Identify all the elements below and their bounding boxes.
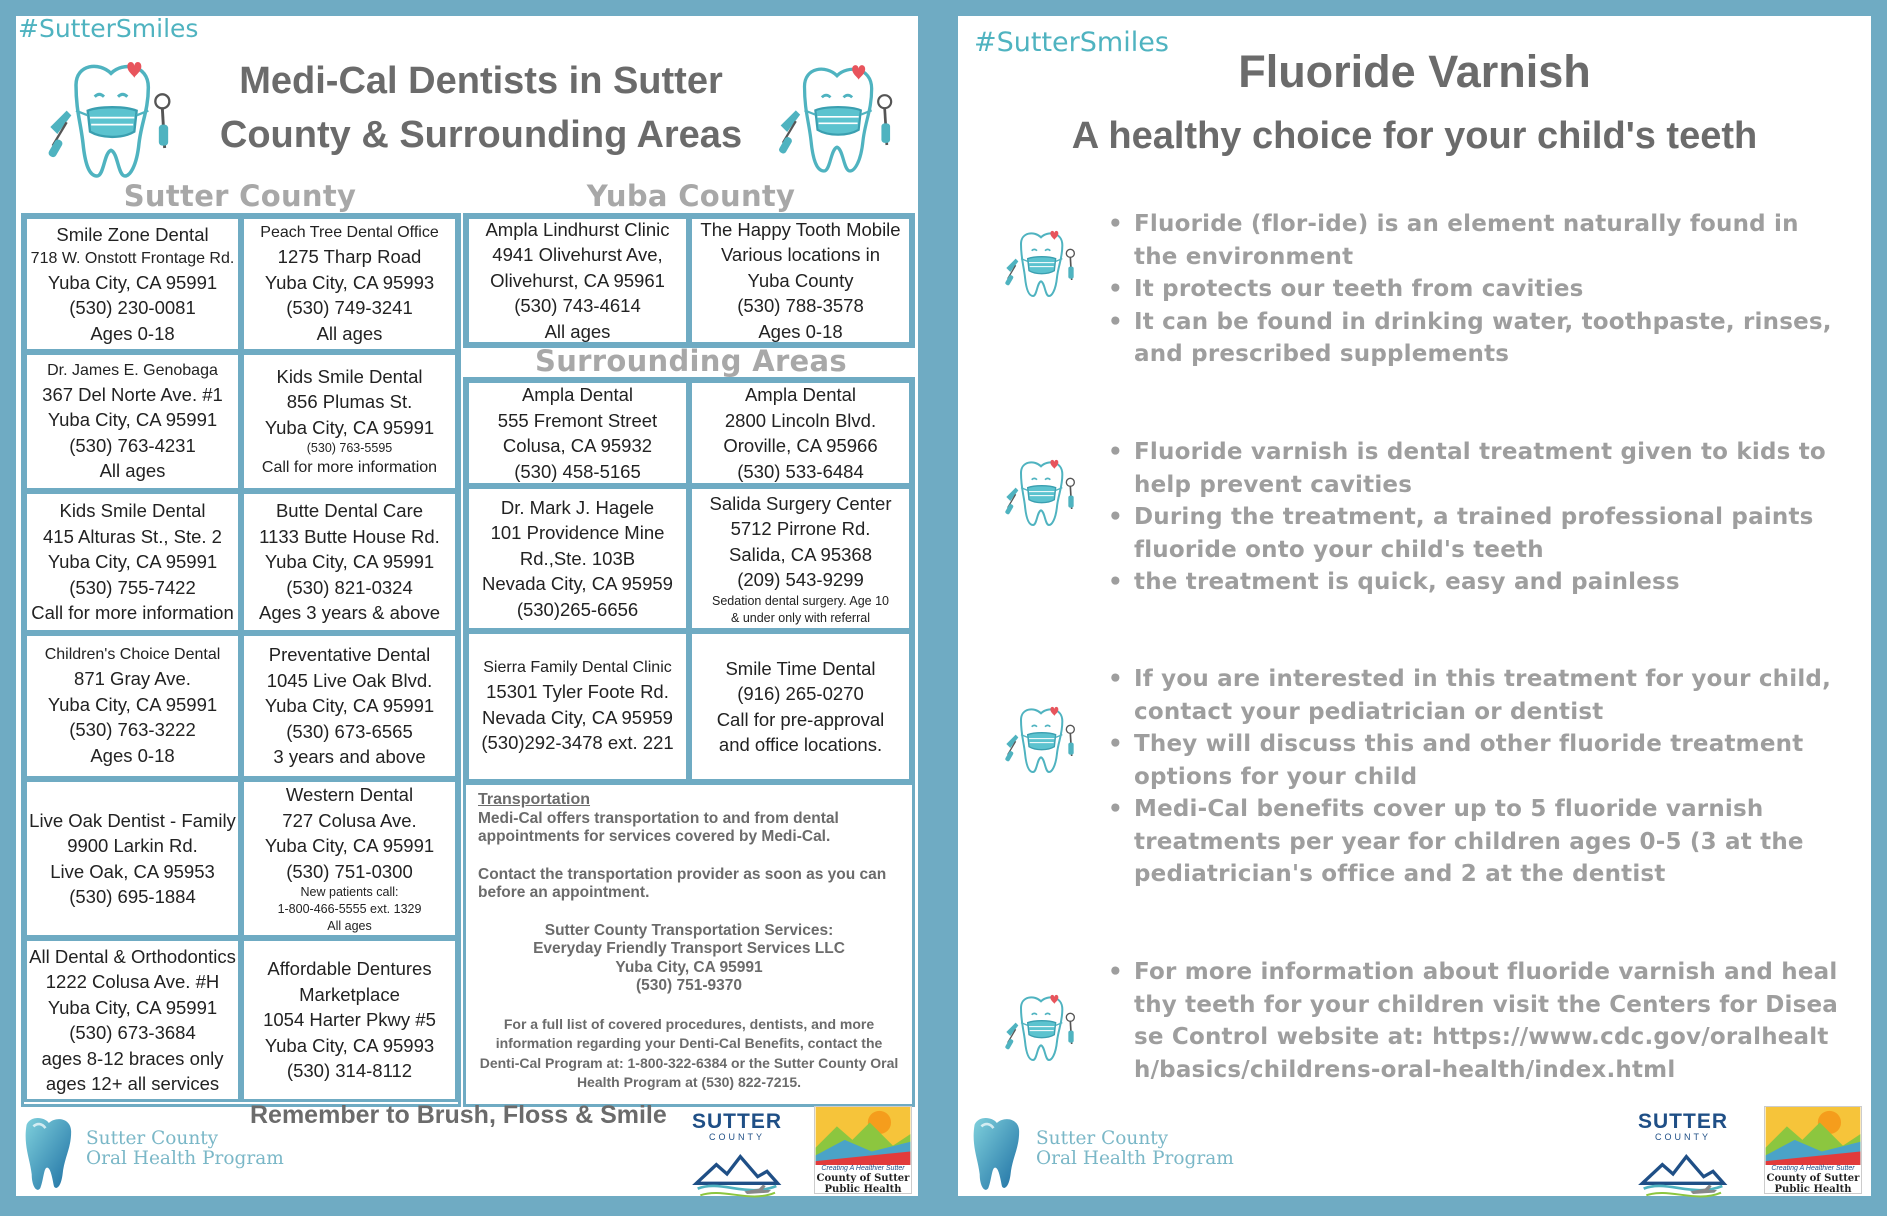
- program-name: Oral Health Program: [1036, 1148, 1234, 1169]
- dentist-detail: Call for pre-approval: [716, 708, 885, 730]
- public-health-logo: [1764, 1106, 1862, 1194]
- dentist-detail: (530) 821-0324: [286, 576, 413, 598]
- public-health-logo: [814, 1106, 912, 1194]
- dentist-detail: Rd.,Ste. 103B: [519, 547, 636, 569]
- bullet-item: • It protects our teeth from cavities: [1108, 273, 1848, 306]
- title-line: Medi-Cal Dentists in Sutter: [239, 60, 723, 102]
- program-name: Sutter County: [1036, 1128, 1169, 1149]
- dentist-detail: 4941 Olivehurst Ave,: [492, 244, 663, 266]
- dentist-detail: (916) 265-0270: [737, 683, 864, 704]
- dentist-detail: 718 W. Onstott Frontage Rd.: [30, 249, 235, 267]
- tooth-logo-icon: [966, 1112, 1026, 1194]
- dentist-detail: 1054 Harter Pkwy #5: [263, 1009, 436, 1031]
- yuba-county-table: [463, 213, 915, 348]
- dentist-list-page: [16, 16, 918, 1196]
- dentist-detail: Oroville, CA 95966: [723, 435, 878, 456]
- logo-text: COUNTY: [709, 1132, 765, 1142]
- dentist-name: Salida Surgery Center: [709, 492, 892, 514]
- dentist-detail: Yuba City, CA 95991: [47, 693, 218, 715]
- dentist-detail: All ages: [544, 320, 611, 342]
- sutter-county-logo: [1618, 1112, 1748, 1202]
- dentist-detail: (530)292-3478 ext. 221: [481, 732, 674, 754]
- dentist-entry: [24, 491, 241, 633]
- logo-text: County of Sutter: [816, 1173, 910, 1184]
- dentist-detail: 2800 Lincoln Blvd.: [724, 409, 877, 431]
- dentist-detail: Ages 0-18: [90, 322, 175, 344]
- dentist-name: Ampla Lindhurst Clinic: [485, 218, 670, 240]
- transportation-text: Contact the transportation provider as soon as you can before an appointment.: [478, 865, 887, 901]
- dentist-name: Children's Choice Dental: [44, 646, 221, 663]
- transport-service-city: Yuba City, CA 95991: [615, 958, 763, 976]
- dentist-detail: 871 Gray Ave.: [74, 668, 191, 689]
- dentist-detail: 415 Alturas St., Ste. 2: [43, 525, 222, 547]
- dentist-detail: Ages 3 years & above: [259, 602, 440, 624]
- dentist-detail: ages 8-12 braces only: [41, 1047, 224, 1069]
- dentist-detail: 367 Del Norte Ave. #1: [42, 383, 223, 405]
- bullet-item: • Fluoride varnish is dental treatment given to kids to help prevent cavities: [1108, 436, 1848, 501]
- dentist-detail: (530) 751-0300: [286, 860, 413, 882]
- dentist-name: Peach Tree Dental Office: [260, 224, 439, 241]
- logo-text: Public Health: [1774, 1184, 1852, 1195]
- logo-text: COUNTY: [1655, 1132, 1711, 1142]
- bullet-group: [1108, 436, 1848, 599]
- dentist-detail: Marketplace: [299, 983, 400, 1005]
- tooth-logo-icon: [18, 1112, 78, 1194]
- bullet-item: • They will discuss this and other fluoride treatment options for your child: [1108, 728, 1848, 793]
- dentist-detail: 5712 Pirrone Rd.: [730, 518, 871, 539]
- transportation-title: Transportation: [478, 791, 591, 808]
- dentist-entry: [466, 631, 689, 782]
- dentist-entry: [241, 779, 458, 938]
- dentist-detail: Yuba City, CA 95993: [264, 271, 435, 293]
- dentist-detail: (530) 673-3684: [69, 1022, 196, 1043]
- dentist-detail: (530) 763-3222: [69, 719, 196, 740]
- dentist-name: Kids Smile Dental: [59, 500, 206, 522]
- dentist-detail: Various locations in: [720, 244, 881, 266]
- dentist-detail: ages 12+ all services: [45, 1073, 220, 1094]
- dentist-detail: (530)265-6656: [516, 598, 639, 620]
- sutter-county-logo: [672, 1112, 802, 1202]
- tooth-mascot-icon: [996, 224, 1086, 304]
- transport-service-phone: (530) 751-9370: [636, 977, 742, 994]
- dentist-name: Dr. Mark J. Hagele: [500, 496, 655, 518]
- dentist-detail: Yuba City, CA 95993: [264, 1034, 435, 1056]
- dentist-detail: Call for more information: [31, 602, 234, 624]
- dentist-entry: [24, 938, 241, 1102]
- dentist-name: Affordable Dentures: [267, 958, 432, 980]
- dentist-detail: 15301 Tyler Foote Rd.: [486, 681, 669, 703]
- dentist-detail: New patients call:: [300, 885, 399, 899]
- dentist-detail: Live Oak, CA 95953: [50, 860, 215, 882]
- dentist-detail: Olivehurst, CA 95961: [490, 269, 665, 291]
- dentist-entry: [241, 938, 458, 1102]
- dentist-name: Butte Dental Care: [275, 500, 424, 522]
- dentist-detail: 9900 Larkin Rd.: [67, 835, 198, 856]
- logo-text: Creating A Healthier Sutter: [1771, 1165, 1855, 1172]
- hashtag: #SutterSmiles: [18, 14, 199, 43]
- page-subtitle: A healthy choice for your child's teeth: [1071, 115, 1758, 157]
- dentist-detail: Colusa, CA 95932: [502, 435, 653, 456]
- dentist-detail: & under only with referral: [731, 610, 870, 625]
- dentist-detail: (209) 543-9299: [737, 569, 864, 590]
- bullet-group: [1108, 956, 1848, 1086]
- dentist-entry: [466, 216, 689, 345]
- dentist-detail: (530) 673-6565: [286, 720, 413, 742]
- dentist-name: The Happy Tooth Mobile: [700, 218, 901, 240]
- dentist-detail: Nevada City, CA 95959: [482, 706, 673, 728]
- dentist-detail: All ages: [99, 460, 166, 481]
- dentist-entry: [689, 486, 912, 631]
- surrounding-areas-heading: Surrounding Areas: [535, 344, 847, 378]
- transport-service-title: Sutter County Transportation Services:: [544, 921, 834, 939]
- title-line: County & Surrounding Areas: [219, 114, 743, 156]
- dentist-entry: [241, 633, 458, 779]
- sun-logo-icon: [815, 1107, 911, 1165]
- hashtag: #SutterSmiles: [974, 27, 1169, 58]
- page-title: Fluoride Varnish: [1238, 46, 1591, 97]
- fluoride-varnish-page: [958, 16, 1871, 1196]
- dentist-detail: Salida, CA 95368: [729, 543, 872, 565]
- dentist-name: Smile Zone Dental: [56, 224, 209, 245]
- transportation-footnote: For a full list of covered procedures, dentists, and more information regarding your Denti-Cal Benefits, contact the Denti-Cal Program at: 1-800-322-6384 or the Sutter County Oral Health Program at (530) 822-7215.: [479, 1015, 899, 1090]
- dentist-detail: Yuba City, CA 95991: [47, 271, 218, 293]
- tooth-mascot-icon: [26, 50, 196, 190]
- logo-text: SUTTER: [692, 1110, 782, 1133]
- bullet-item: • It can be found in drinking water, toothpaste, rinses, and prescribed supplements: [1108, 306, 1848, 371]
- dentist-entry: [241, 216, 458, 352]
- tooth-mascot-icon: [996, 988, 1086, 1068]
- dentist-detail: Ages 0-18: [758, 320, 843, 342]
- bullet-item: • the treatment is quick, easy and painless: [1108, 566, 1848, 599]
- program-logo-text: [1036, 1129, 1234, 1169]
- dentist-entry: [24, 633, 241, 779]
- dentist-detail: (530) 743-4614: [514, 295, 641, 317]
- dentist-detail: (530) 788-3578: [737, 295, 864, 317]
- dentist-name: Sierra Family Dental Clinic: [483, 659, 672, 677]
- dentist-detail: Yuba City, CA 95991: [47, 996, 218, 1018]
- dentist-entry: [24, 216, 241, 352]
- dentist-detail: and office locations.: [718, 734, 883, 755]
- dentist-detail: 555 Fremont Street: [497, 409, 658, 431]
- dentist-detail: 1275 Tharp Road: [277, 246, 422, 267]
- cdc-link-bullet[interactable]: • For more information about fluoride varnish and healthy teeth for your children visit the Centers for Disease Control website at: https://www.cdc.gov/oralhealth/basics/childrens-oral-health/index.html: [1108, 956, 1848, 1086]
- dentist-name: Kids Smile Dental: [276, 365, 423, 387]
- dentist-name: Western Dental: [285, 784, 414, 805]
- sutter-county-heading: Sutter County: [123, 179, 357, 213]
- bullet-item: • Fluoride (flor-ide) is an element naturally found in the environment: [1108, 208, 1848, 273]
- sun-logo-icon: [1765, 1107, 1861, 1165]
- dentist-name: Ampla Dental: [521, 384, 634, 405]
- dentist-entry: [241, 491, 458, 633]
- dentist-entry: [241, 352, 458, 491]
- dentist-detail: Yuba City, CA 95991: [47, 409, 218, 430]
- dentist-detail: (530) 458-5165: [514, 460, 641, 482]
- dentist-detail: (530) 749-3241: [286, 297, 413, 318]
- dentist-detail: Yuba City, CA 95991: [47, 551, 218, 573]
- tooth-mascot-icon: [996, 700, 1086, 780]
- surrounding-areas-table: [463, 377, 915, 785]
- dentist-detail: All ages: [327, 919, 372, 933]
- tooth-mascot-icon: [996, 453, 1086, 533]
- transport-service-name: Everyday Friendly Transport Services LLC: [533, 940, 845, 957]
- dentist-detail: Yuba County: [747, 269, 854, 291]
- dentist-detail: Sedation dental surgery. Age 10: [712, 593, 889, 608]
- dentist-detail: (530) 763-4231: [69, 434, 196, 456]
- dentist-detail: (530) 695-1884: [69, 886, 196, 907]
- page-title: [176, 54, 786, 162]
- yuba-county-heading: Yuba County: [586, 179, 796, 213]
- dentist-name: Smile Time Dental: [725, 657, 876, 679]
- dentist-detail: (530) 533-6484: [737, 460, 864, 482]
- bullet-group: [1108, 663, 1848, 891]
- dentist-detail: Nevada City, CA 95959: [482, 573, 673, 595]
- dentist-entry: [689, 380, 912, 486]
- dentist-name: Preventative Dental: [268, 644, 431, 666]
- dentist-detail: 101 Providence Mine: [490, 522, 665, 544]
- dentist-detail: 1222 Colusa Ave. #H: [45, 971, 220, 992]
- dentist-entry: [24, 779, 241, 938]
- dentist-detail: 3 years and above: [273, 746, 426, 768]
- dentist-entry: [466, 380, 689, 486]
- program-name: Sutter County: [86, 1128, 219, 1149]
- dentist-detail: All ages: [316, 322, 383, 344]
- sutter-county-table: [21, 213, 461, 1107]
- bullet-item: • Medi-Cal benefits cover up to 5 fluoride varnish treatments per year for children ages 0-5 (3 at the pediatrician's office and 2 at the dentist: [1108, 793, 1848, 891]
- dentist-detail: Yuba City, CA 95991: [264, 695, 435, 717]
- logo-text: Creating A Healthier Sutter: [821, 1165, 905, 1172]
- mountain-logo-icon: [1618, 1142, 1748, 1202]
- program-name: Oral Health Program: [86, 1148, 284, 1169]
- dentist-detail: Ages 0-18: [90, 744, 175, 766]
- logo-text: Public Health: [824, 1184, 902, 1195]
- program-logo-text: [86, 1129, 284, 1169]
- dentist-detail: (530) 230-0081: [69, 297, 196, 318]
- dentist-name: Dr. James E. Genobaga: [47, 361, 218, 379]
- logo-text: SUTTER: [1638, 1110, 1728, 1133]
- dentist-detail: Yuba City, CA 95991: [264, 416, 435, 438]
- dentist-entry: [689, 216, 912, 345]
- mountain-logo-icon: [672, 1142, 802, 1202]
- dentist-detail: (530) 755-7422: [69, 576, 196, 598]
- dentist-detail: 1-800-466-5555 ext. 1329: [277, 902, 422, 916]
- transportation-text: Medi-Cal offers transportation to and from dental appointments for services covered by Medi-Cal.: [478, 809, 839, 845]
- dentist-entry: [24, 352, 241, 491]
- dentist-detail: 1133 Butte House Rd.: [259, 525, 440, 547]
- logo-text: County of Sutter: [1766, 1173, 1860, 1184]
- dentist-detail: 727 Colusa Ave.: [282, 809, 417, 831]
- bullet-item: • During the treatment, a trained professional paints fluoride onto your child's teeth: [1108, 501, 1848, 566]
- dentist-detail: Yuba City, CA 95991: [264, 835, 435, 856]
- dentist-detail: 1045 Live Oak Blvd.: [266, 669, 433, 691]
- dentist-detail: 856 Plumas St.: [286, 391, 413, 413]
- bullet-group: [1108, 208, 1848, 371]
- slogan: Remember to Brush, Floss & Smile: [250, 1101, 667, 1129]
- dentist-name: All Dental & Orthodontics: [29, 945, 236, 967]
- dentist-name: Live Oak Dentist - Family: [29, 809, 236, 831]
- dentist-name: Ampla Dental: [744, 384, 857, 405]
- transportation-box: [463, 782, 915, 1107]
- dentist-detail: (530) 314-8112: [286, 1060, 413, 1082]
- dentist-entry: [466, 486, 689, 631]
- dentist-detail: Yuba City, CA 95991: [264, 551, 435, 573]
- dentist-detail: (530) 763-5595: [306, 441, 393, 456]
- dentist-entry: [689, 631, 912, 782]
- dentist-detail: Call for more information: [261, 459, 438, 477]
- bullet-item: • If you are interested in this treatment for your child, contact your pediatrician or dentist: [1108, 663, 1848, 728]
